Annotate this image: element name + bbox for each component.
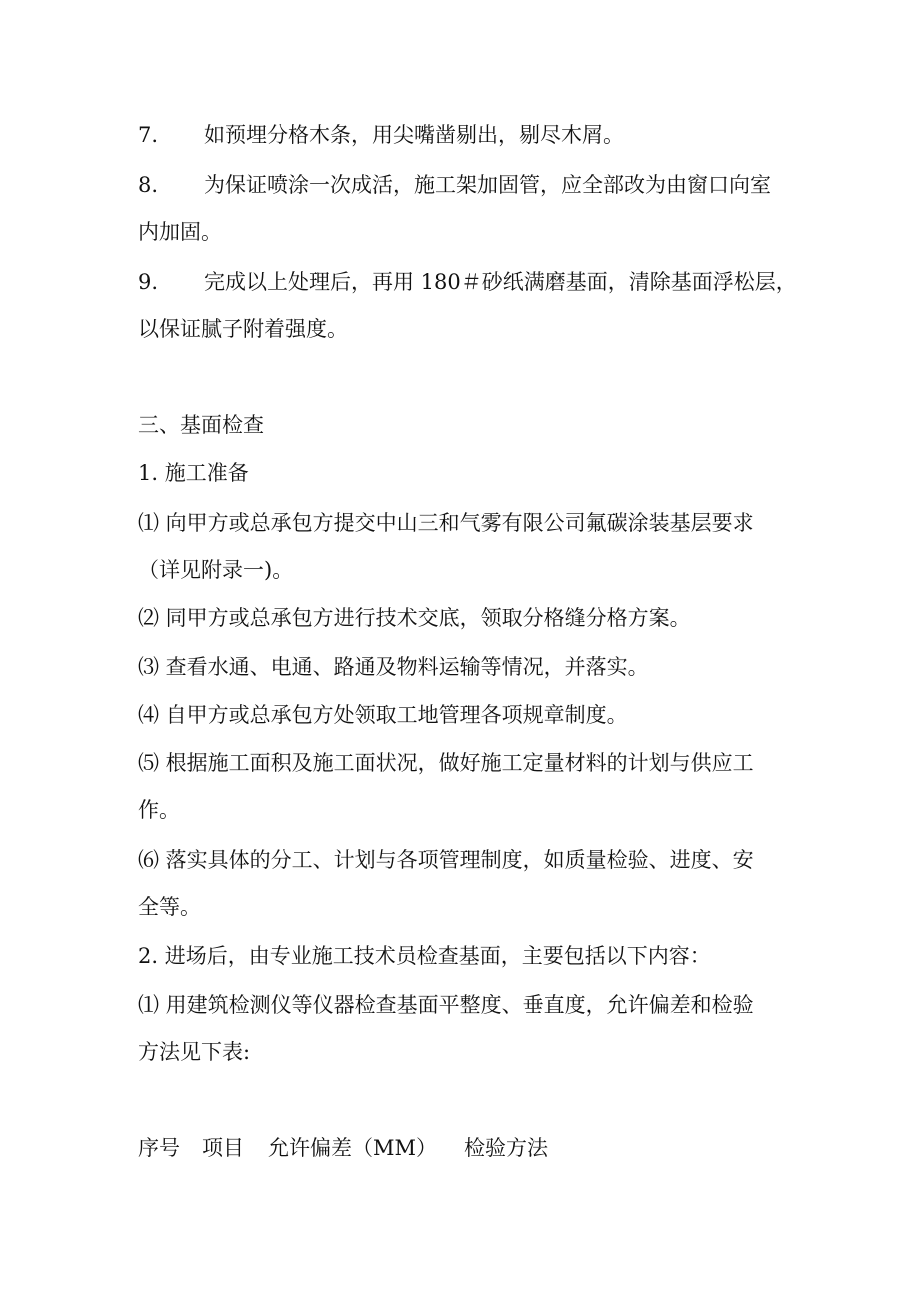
section-title: 三、基面检查 <box>138 413 264 437</box>
list-item-8 <box>138 170 788 200</box>
prep-item-6: ⑹ 落实具体的分工、计划与各项管理制度，如质量检验、进度、安 <box>138 848 754 872</box>
prep-item-1: ⑴ 向甲方或总承包方提交中山三和气雾有限公司氟碳涂装基层要求 <box>138 511 754 535</box>
item-text: 如预埋分格木条，用尖嘴凿剔出，剔尽木屑。 <box>204 123 624 147</box>
item-text: 内加固。 <box>138 220 222 244</box>
table-header-row <box>138 1133 788 1163</box>
subsection-title-2: 2. 进场后，由专业施工技术员检查基面，主要包括以下内容： <box>138 944 711 968</box>
list-item-8-cont <box>138 217 788 247</box>
item-text: 为保证喷涂一次成活，施工架加固管，应全部改为由窗口向室 <box>204 173 771 197</box>
list-item-9-cont <box>138 314 788 344</box>
prep-item-5: ⑸ 根据施工面积及施工面状况，做好施工定量材料的计划与供应工 <box>138 751 754 775</box>
item-number: 7. <box>138 123 159 147</box>
item-number: 8. <box>138 173 159 197</box>
prep-item-3: ⑶ 查看水通、电通、路通及物料运输等情况，并落实。 <box>138 655 649 679</box>
prep-item-4: ⑷ 自甲方或总承包方处领取工地管理各项规章制度。 <box>138 703 628 727</box>
prep-item-1-cont: （详见附录一)。 <box>138 558 294 582</box>
list-item-9 <box>138 267 797 297</box>
table-header-seq: 序号 <box>138 1136 180 1160</box>
item-text: 完成以上处理后，再用 180＃砂纸满磨基面，清除基面浮松层， <box>204 270 797 294</box>
inspect-item-1: ⑴ 用建筑检测仪等仪器检查基面平整度、垂直度，允许偏差和检验 <box>138 993 754 1017</box>
inspect-item-1-cont: 方法见下表: <box>138 1040 251 1064</box>
table-header-item: 项目 <box>202 1136 244 1160</box>
item-text: 以保证腻子附着强度。 <box>138 317 348 341</box>
table-header-tolerance: 允许偏差（MM） <box>268 1136 438 1160</box>
prep-item-6-cont: 全等。 <box>138 895 201 919</box>
table-header-method: 检验方法 <box>464 1136 548 1160</box>
list-item-7 <box>138 120 788 150</box>
subsection-title-1: 1. 施工准备 <box>138 461 249 485</box>
item-number: 9. <box>138 270 159 294</box>
prep-item-2: ⑵ 同甲方或总承包方进行技术交底，领取分格缝分格方案。 <box>138 606 691 630</box>
prep-item-5-cont: 作。 <box>138 798 180 822</box>
